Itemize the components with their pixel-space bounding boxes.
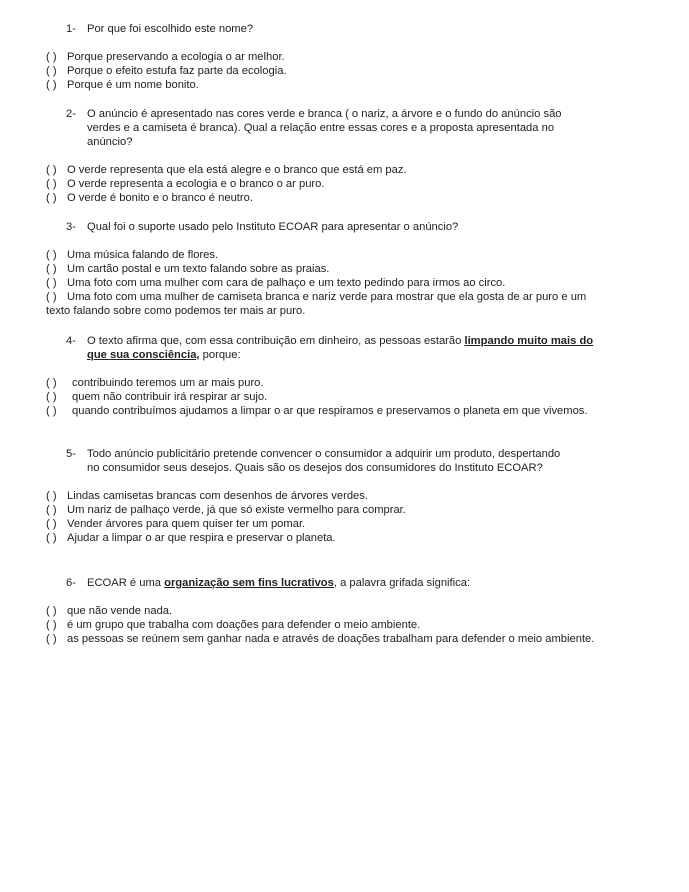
emphasized-phrase: organização sem fins lucrativos [164, 577, 334, 589]
answer-option[interactable] [46, 163, 606, 177]
emphasized-phrase: limpando muito mais do que sua consciência, [87, 335, 594, 362]
option-text: é um grupo que trabalha com doações para defender o meio ambiente. [67, 619, 421, 632]
checkbox[interactable]: ( ) [46, 277, 57, 290]
question-text: Todo anúncio publicitário pretende convencer o consumidor a adquirir um produto, despertando no consumidor seus desejos. Quais são os desejos dos consumidores do Instituto ECOAR? [87, 448, 561, 475]
question-text [87, 576, 606, 590]
answer-option[interactable] [46, 50, 606, 64]
checkbox[interactable]: ( ) [46, 263, 57, 276]
question-3 [46, 220, 606, 319]
option-text: Porque preservando a ecologia o ar melhor. [67, 51, 285, 64]
checkbox[interactable]: ( ) [46, 504, 57, 517]
option-text: Lindas camisetas brancas com desenhos de árvores verdes. [67, 490, 368, 503]
option-text: Um cartão postal e um texto falando sobre as praias. [67, 263, 330, 276]
option-text: Ajudar a limpar o ar que respira e preservar o planeta. [67, 532, 336, 545]
option-text: contribuindo teremos um ar mais puro. [72, 377, 264, 390]
answer-option[interactable] [46, 290, 591, 318]
answer-option[interactable] [46, 78, 606, 92]
checkbox[interactable]: ( ) [46, 490, 57, 503]
option-text: Um nariz de palhaço verde, já que só existe vermelho para comprar. [67, 504, 406, 517]
checkbox[interactable]: ( ) [46, 532, 57, 545]
question-5 [46, 447, 606, 546]
option-text: O verde é bonito e o branco é neutro. [67, 192, 253, 205]
question-text-part: , a palavra grifada significa: [333, 577, 471, 589]
checkbox[interactable]: ( ) [46, 619, 57, 632]
question-2 [46, 107, 606, 206]
question-text-part: ECOAR é uma [87, 577, 165, 589]
question-number: 5- [66, 448, 76, 460]
checkbox[interactable]: ( ) [46, 518, 57, 531]
option-text: Uma música falando de flores. [67, 249, 219, 262]
answer-option[interactable] [46, 64, 606, 78]
checkbox[interactable]: ( ) [46, 51, 57, 64]
question-number: 4- [66, 335, 76, 347]
answer-option[interactable] [46, 276, 606, 290]
checkbox[interactable]: ( ) [46, 291, 57, 304]
question-text: Qual foi o suporte usado pelo Instituto ECOAR para apresentar o anúncio? [87, 221, 459, 233]
checkbox[interactable]: ( ) [46, 391, 57, 404]
answer-option[interactable] [46, 632, 596, 646]
question-text: Por que foi escolhido este nome? [87, 23, 254, 35]
answer-option[interactable] [46, 503, 606, 517]
question-text-part: O texto afirma que, com essa contribuição em dinheiro, as pessoas estarão [87, 335, 465, 347]
checkbox[interactable]: ( ) [46, 605, 57, 618]
option-text: Uma foto com uma mulher com cara de palhaço e um texto pedindo para irmos ao circo. [67, 277, 506, 290]
checkbox[interactable]: ( ) [46, 633, 57, 646]
question-text-part: porque: [199, 349, 241, 362]
answer-option[interactable] [46, 618, 606, 632]
checkbox[interactable]: ( ) [46, 192, 57, 205]
question-number: 1- [66, 23, 76, 35]
checkbox[interactable]: ( ) [46, 178, 57, 191]
question-number: 3- [66, 221, 76, 233]
answer-option[interactable] [46, 517, 606, 531]
checkbox[interactable]: ( ) [46, 164, 57, 177]
option-text: que não vende nada. [67, 605, 173, 618]
option-text: Porque o efeito estufa faz parte da ecologia. [67, 65, 287, 78]
checkbox[interactable]: ( ) [46, 405, 57, 418]
answer-option[interactable] [46, 262, 606, 276]
answer-option[interactable] [46, 531, 606, 545]
checkbox[interactable]: ( ) [46, 377, 57, 390]
checkbox[interactable]: ( ) [46, 249, 57, 262]
question-1 [46, 22, 606, 92]
option-text: Porque é um nome bonito. [67, 79, 199, 92]
option-text: Vender árvores para quem quiser ter um pomar. [67, 518, 306, 531]
answer-option[interactable] [46, 390, 606, 404]
answer-option[interactable] [46, 376, 606, 390]
question-number: 2- [66, 108, 76, 120]
option-text: O verde representa a ecologia e o branco o ar puro. [67, 178, 325, 191]
answer-option[interactable] [46, 248, 606, 262]
answer-option[interactable] [46, 191, 606, 205]
answer-option[interactable] [46, 177, 606, 191]
option-text: as pessoas se reúnem sem ganhar nada e através de doações trabalham para defender o meio ambiente. [67, 633, 595, 646]
answer-option[interactable] [46, 404, 596, 418]
option-text: quem não contribuir irá respirar ar sujo. [72, 391, 268, 404]
question-text [87, 334, 602, 362]
checkbox[interactable]: ( ) [46, 79, 57, 92]
answer-option[interactable] [46, 489, 606, 503]
question-4 [46, 334, 606, 418]
option-text: O verde representa que ela está alegre e o branco que está em paz. [67, 164, 407, 177]
option-text: Uma foto com uma mulher de camiseta branca e nariz verde para mostrar que ela gosta de ar puro e um texto falando sobre como podemos ter mais ar puro. [46, 291, 587, 318]
question-6 [46, 576, 606, 646]
answer-option[interactable] [46, 604, 606, 618]
checkbox[interactable]: ( ) [46, 65, 57, 78]
question-text: O anúncio é apresentado nas cores verde e branca ( o nariz, a árvore e o fundo do anúncio são verdes e a camiseta é branca). Qual a relação entre essas cores e a proposta apresentada no anúncio? [87, 108, 562, 149]
question-number: 6- [66, 577, 76, 589]
option-text: quando contribuímos ajudamos a limpar o ar que respiramos e preservamos o planeta em que vivemos. [72, 405, 588, 418]
